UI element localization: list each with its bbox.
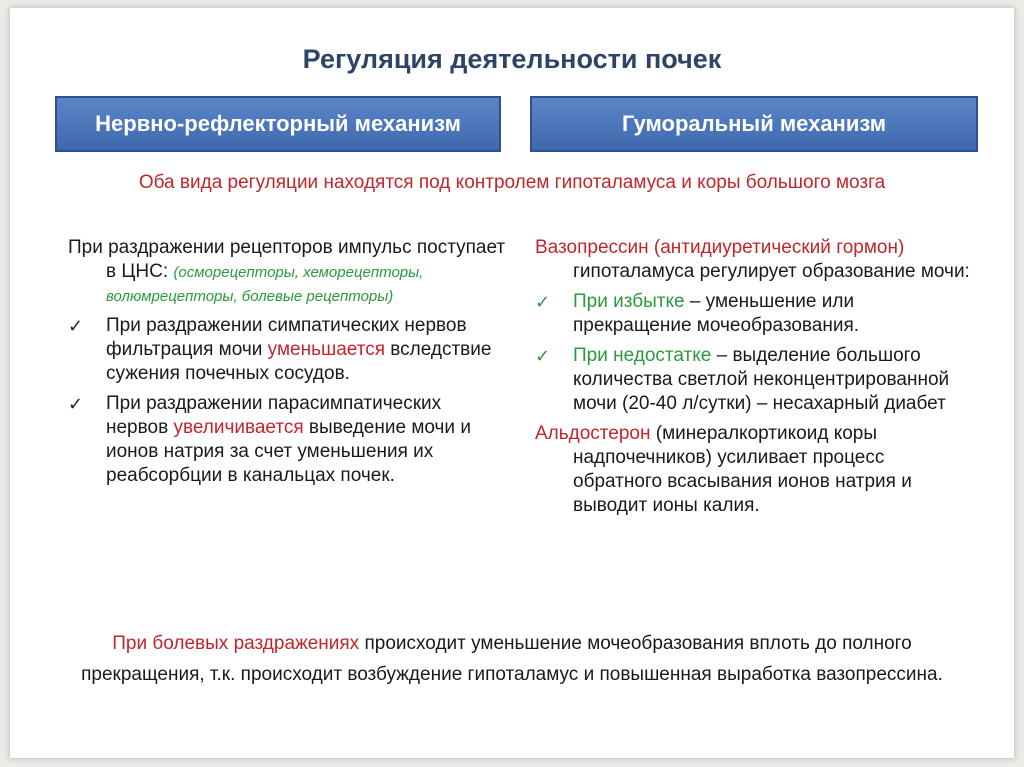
receptor-note: (осморецепторы, хеморецепторы, волюмрецепторы, болевые рецепторы)	[106, 264, 424, 305]
list-item: ✓ При раздражении парасимпатических нервов увеличивается выведение мочи и ионов натрия за счет уменьшения их реабсорбции в канальцах почек.	[68, 393, 471, 486]
slide	[10, 8, 1014, 758]
page-title: Регуляция деятельности почек	[302, 44, 722, 74]
header-nervous-mechanism: Нервно-рефлекторный механизм	[55, 96, 501, 152]
bottom-note: При болевых раздражениях происходит уменьшение мочеобразования вплоть до полного прекращения, т.к. происходит возбуждение гипоталамус и повышенная выработка вазопрессина.	[81, 633, 943, 685]
check-icon: ✓	[68, 394, 84, 414]
aldosterone-paragraph: Альдостерон (минералкортикоид коры надпочечников) усиливает процесс обратного всасывания ионов натрия и выводит ионы калия.	[535, 423, 912, 516]
list-item: ✓ При раздражении симпатических нервов фильтрация мочи уменьшается вследствие сужения почечных сосудов.	[68, 315, 492, 384]
list-item: ✓ При недостатке – выделение большого количества светлой неконцентрированной мочи (20-40 л/сутки) – несахарный диабет	[535, 345, 950, 414]
check-icon: ✓	[68, 316, 84, 336]
vasopressin-paragraph: Вазопрессин (антидиуретический гормон) гипоталамуса регулирует образование мочи:	[535, 237, 970, 282]
check-icon: ✓	[535, 292, 551, 312]
left-column	[68, 236, 508, 494]
check-icon: ✓	[535, 346, 551, 366]
subtitle: Оба вида регуляции находятся под контролем гипоталамуса и коры большого мозга	[138, 172, 886, 193]
header-humoral-mechanism: Гуморальный механизм	[530, 96, 978, 152]
list-item: ✓ При избытке – уменьшение или прекращение мочеобразования.	[535, 291, 860, 336]
right-column	[535, 236, 977, 524]
left-intro: При раздражении рецепторов импульс поступает в ЦНС: (осморецепторы, хеморецепторы, волюмрецепторы, болевые рецепторы)	[68, 237, 506, 305]
